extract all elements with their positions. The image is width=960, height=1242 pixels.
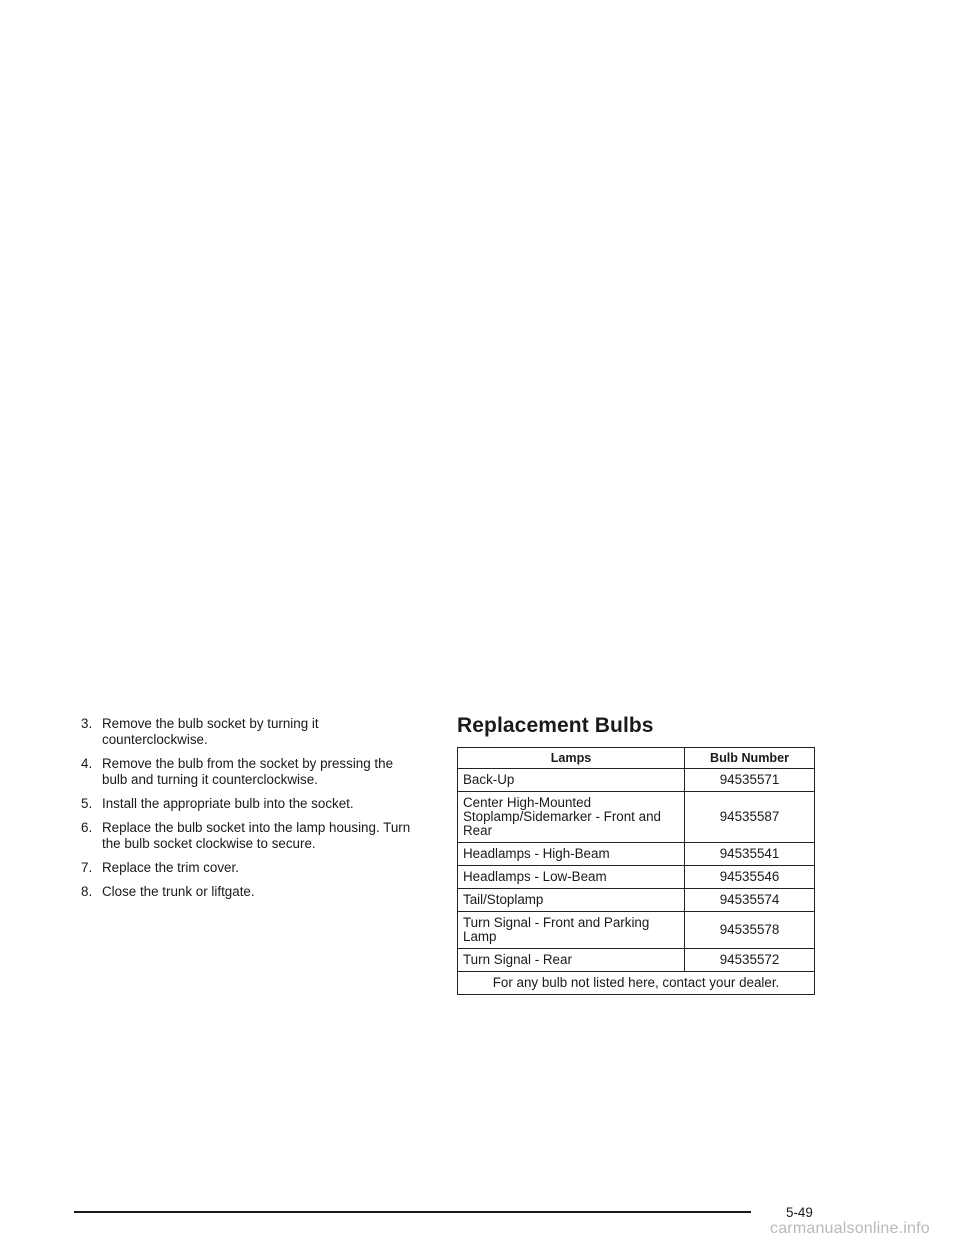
step-item (81, 860, 421, 876)
table-header-row (458, 748, 815, 769)
bulb-number-cell: 94535571 (685, 769, 815, 792)
table-footnote: For any bulb not listed here, contact your dealer. (458, 972, 815, 995)
lamp-cell: Tail/Stoplamp (458, 889, 685, 912)
step-item (81, 796, 421, 812)
bulb-number-cell: 94535572 (685, 949, 815, 972)
table-row (458, 866, 815, 889)
step-text: Remove the bulb from the socket by pressing the bulb and turning it counterclockwise. (102, 756, 394, 787)
table-row (458, 792, 815, 843)
table-row (458, 843, 815, 866)
watermark: carmanualsonline.info (770, 1220, 930, 1237)
step-text: Close the trunk or liftgate. (102, 884, 255, 899)
bulb-number-cell: 94535587 (685, 792, 815, 843)
lamp-cell: Headlamps - Low-Beam (458, 866, 685, 889)
table-row (458, 949, 815, 972)
step-text: Replace the trim cover. (102, 860, 239, 875)
column-header-bulb-number: Bulb Number (685, 748, 815, 769)
step-list (81, 716, 421, 908)
step-number: 5. (81, 796, 93, 811)
table-row (458, 769, 815, 792)
step-item (81, 756, 421, 788)
column-header-lamps: Lamps (458, 748, 685, 769)
lamp-cell: Turn Signal - Rear (458, 949, 685, 972)
step-number: 7. (81, 860, 93, 875)
table-footnote-row (458, 972, 815, 995)
step-item (81, 716, 421, 748)
lamp-cell: Back-Up (458, 769, 685, 792)
section-title: Replacement Bulbs (457, 714, 654, 737)
bulb-number-cell: 94535546 (685, 866, 815, 889)
lamp-cell: Center High-Mounted Stoplamp/Sidemarker - Front and Rear (458, 792, 685, 843)
step-text: Remove the bulb socket by turning it counterclockwise. (102, 716, 319, 747)
step-number: 3. (81, 716, 93, 731)
step-text: Replace the bulb socket into the lamp housing. Turn the bulb socket clockwise to secure. (102, 820, 411, 851)
table-row (458, 912, 815, 949)
page-number: 5-49 (786, 1205, 813, 1220)
step-number: 4. (81, 756, 93, 771)
step-item (81, 884, 421, 900)
lamp-cell: Turn Signal - Front and Parking Lamp (458, 912, 685, 949)
step-item (81, 820, 421, 852)
replacement-bulbs-table (457, 747, 815, 995)
step-number: 8. (81, 884, 93, 899)
step-text: Install the appropriate bulb into the socket. (102, 796, 354, 811)
table-row (458, 889, 815, 912)
step-number: 6. (81, 820, 93, 835)
bulb-number-cell: 94535574 (685, 889, 815, 912)
footer-rule (74, 1211, 751, 1213)
bulb-number-cell: 94535578 (685, 912, 815, 949)
lamp-cell: Headlamps - High-Beam (458, 843, 685, 866)
bulb-number-cell: 94535541 (685, 843, 815, 866)
